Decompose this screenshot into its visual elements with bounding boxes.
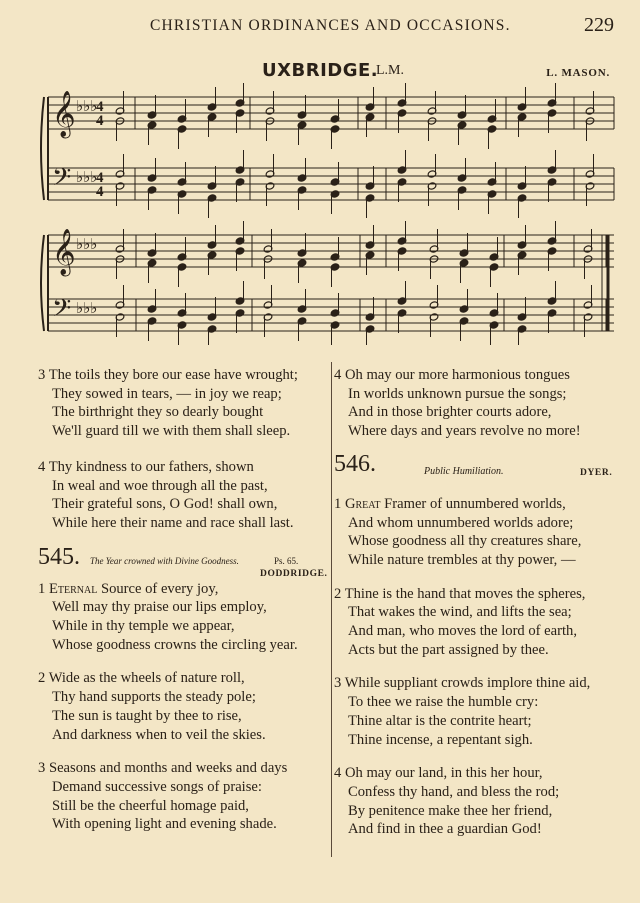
stanza-line: While in thy temple we appear,: [52, 618, 235, 635]
stanza-line: With opening light and evening shade.: [52, 816, 277, 833]
stanza: [38, 458, 330, 533]
music-score: [0, 0, 640, 345]
stanza-line: We'll guard till we with them shall sleep.: [52, 423, 291, 440]
stanza-line: While here their name and race shall last.: [52, 514, 294, 531]
stanza-line-text: Wide as the wheels of nature roll,: [48, 670, 245, 687]
stanza-line: Still be the cheerful homage paid,: [52, 797, 249, 814]
stanza-line: And darkness when to veil the skies.: [52, 726, 266, 743]
stanza-line: [334, 366, 624, 385]
stanza: [334, 495, 624, 570]
time-signature: 4: [96, 99, 104, 115]
hymn-number: 545.: [38, 543, 80, 570]
left-column: [38, 366, 330, 849]
stanza-line: [38, 458, 330, 477]
treble-clef-icon: 𝄞: [52, 91, 76, 137]
stanza-line: The sun is taught by thee to rise,: [52, 707, 242, 724]
stanza-line: [38, 759, 330, 778]
stanza-line: [38, 366, 330, 385]
hymn-subject: The Year crowned with Divine Goodness.: [90, 555, 239, 566]
bass-clef-icon: 𝄢: [52, 163, 72, 198]
stanza-line: [334, 674, 624, 693]
stanza: [38, 580, 330, 655]
stanza-line: To thee we raise the humble cry:: [348, 694, 539, 711]
stanza-number: 4: [38, 458, 49, 475]
stanza-line-text: Oh may our more harmonious tongues: [344, 367, 570, 383]
stanza-number: 2: [334, 585, 345, 602]
stanza-line: While nature trembles at thy power, —: [348, 551, 576, 568]
stanza-line-text: Thine is the hand that moves the spheres,: [344, 585, 586, 602]
page-number: 229: [584, 14, 614, 36]
stanza-line: Whose goodness crowns the circling year.: [52, 636, 298, 653]
hymn-545-heading: [38, 543, 330, 580]
stanza-line: Acts but the part assigned by thee.: [348, 641, 549, 658]
stanza-line-text: Thy kindness to our fathers, shown: [48, 458, 254, 475]
stanza-line: And whom unnumbered worlds adore;: [348, 514, 574, 531]
stanza-first-word: Great: [344, 495, 381, 512]
stanza-line: [38, 669, 330, 688]
hymn-number: 546.: [334, 450, 376, 477]
treble-clef-icon: 𝄞: [52, 229, 76, 275]
stanza-line: Whose goodness all thy creatures share,: [348, 533, 582, 550]
stanza-line: And in those brighter courts adore,: [348, 404, 552, 421]
stanza: [38, 366, 330, 441]
stanza-line-text: The toils they bore our ease have wrought;: [48, 367, 298, 383]
time-signature: 4: [96, 113, 104, 129]
system-bracket: [41, 235, 44, 331]
time-signature: 4: [96, 184, 104, 200]
tune-composer: L. MASON.: [546, 67, 610, 79]
stanza-line: Where days and years revolve no more!: [348, 423, 581, 440]
stanza-line: Thy hand supports the steady pole;: [52, 689, 256, 706]
stanza-number: 1: [334, 495, 345, 512]
running-head: CHRISTIAN ORDINANCES AND OCCASIONS.: [150, 17, 511, 34]
stanza-line: In weal and woe through all the past,: [52, 477, 268, 494]
stanza-first-word: Eternal: [48, 580, 98, 597]
stanza-line: Confess thy hand, and bless the rod;: [348, 783, 560, 800]
stanza-number: 4: [334, 765, 345, 782]
stanza-line-text: Framer of unnumbered worlds,: [380, 495, 566, 512]
stanza-line: In worlds unknown pursue the songs;: [348, 385, 567, 402]
stanza-line: [334, 585, 624, 604]
stanza-line: And man, who moves the lord of earth,: [348, 623, 577, 640]
tune-title: UXBRIDGE.: [262, 60, 379, 81]
stanza: [38, 759, 330, 834]
stanza-line-text: While suppliant crowds implore thine aid,: [344, 675, 591, 692]
stanza-line: That wakes the wind, and lifts the sea;: [348, 604, 572, 621]
stanza-line-text: Source of every joy,: [97, 580, 219, 597]
stanza-number: 3: [334, 675, 345, 692]
stanza-line: Well may thy praise our lips employ,: [52, 599, 267, 616]
stanza-line: [334, 764, 624, 783]
stanza-line: And find in thee a guardian God!: [348, 821, 542, 838]
stanza-line: Thine incense, a repentant sigh.: [348, 731, 533, 748]
stanza: [334, 674, 624, 749]
key-signature-flats: ♭♭♭: [76, 97, 98, 115]
column-divider: [331, 362, 332, 857]
system-bracket: [41, 97, 44, 200]
stanza-line: They sowed in tears, — in joy we reap;: [52, 385, 282, 402]
hymn-subject: Public Humiliation.: [424, 465, 504, 477]
key-signature-flats: ♭♭♭: [76, 299, 98, 317]
bass-clef-icon: 𝄢: [52, 294, 72, 329]
key-signature-flats: ♭♭♭: [76, 168, 98, 186]
key-signature-flats: ♭♭♭: [76, 235, 98, 253]
stanza-line: Their grateful sons, O God! shall own,: [52, 496, 278, 513]
hymn-scripture: Ps. 65.: [274, 555, 299, 566]
stanza: [334, 366, 624, 441]
time-signature: 4: [96, 170, 104, 186]
stanza: [334, 764, 624, 839]
stanza-line: By penitence make thee her friend,: [348, 802, 553, 819]
stanza-number: 2: [38, 670, 49, 687]
right-column: [334, 366, 624, 854]
stanza-line: Demand successive songs of praise:: [52, 778, 262, 795]
stanza-line: The birthright they so dearly bought: [52, 404, 264, 421]
stanza-number: 3: [38, 760, 49, 777]
stanza-line-text: Oh may our land, in this her hour,: [344, 765, 543, 782]
stanza-line: Thine altar is the contrite heart;: [348, 712, 532, 729]
stanza-number: 1: [38, 580, 49, 597]
hymn-546-heading: [334, 450, 624, 495]
stanza-line-text: Seasons and months and weeks and days: [48, 760, 288, 777]
hymn-author: DYER.: [580, 467, 613, 478]
stanza: [334, 585, 624, 660]
stanza: [38, 669, 330, 744]
tune-meter: L.M.: [376, 63, 404, 78]
stanza-line: [334, 495, 624, 514]
stanza-number: 4: [334, 367, 345, 383]
hymn-author: DODDRIDGE.: [260, 568, 328, 579]
stanza-number: 3: [38, 367, 49, 383]
